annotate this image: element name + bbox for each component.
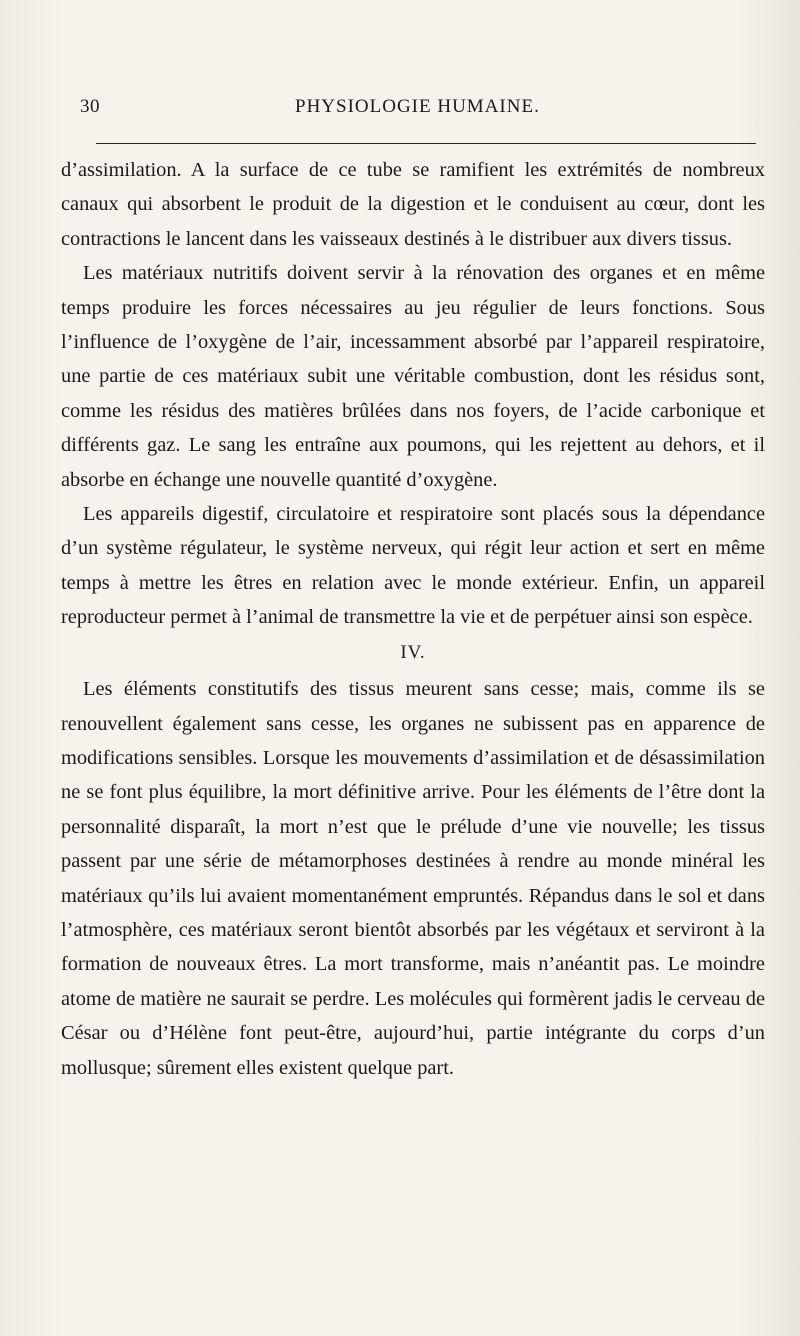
paragraph: Les appareils digestif, circulatoire et respiratoire sont placés sous la dépendance d’un système régulateur, le système nerveux, qui régit leur action et sert en même temps à mettre les êtres en relation avec le monde extérieur. Enfin, un appareil reproducteur permet à l’animal de transmettre la vie et de perpétuer ainsi son espèce.	[61, 503, 765, 629]
paragraph: Les éléments constitutifs des tissus meurent sans cesse; mais, comme ils se renouvellent également sans cesse, les organes ne subissent pas en apparence de modifications sensibles. Lorsque les mouvements d’assimilation et de désassimilation ne se font plus équilibre, la mort définitive arrive. Pour les éléments de l’être dont la personnalité disparaît, la mort n’est que le prélude d’une vie nouvelle; les tissus passent par une série de métamorphoses destinées à rendre au monde minéral les matériaux qu’ils lui avaient momentanément empruntés. Répandus dans le sol et dans l’atmosphère, ces matériaux seront bientôt absorbés par les végétaux et serviront à la formation de nouveaux êtres. La mort transforme, mais n’anéantit pas. Le moindre atome de matière ne saurait se perdre. Les molécules qui formèrent jadis le cerveau de César ou d’Hélène font peut-être, aujourd’hui, partie intégrante du corps d’un mollusque; sûrement elles existent quelque part.	[61, 678, 765, 1079]
page-header	[80, 96, 738, 126]
paragraph: d’assimilation. A la surface de ce tube se ramifient les extrémités de nombreux canaux qui absorbent le produit de la digestion et le conduisent au cœur, dont les contractions le lancent dans les vaisseaux destinés à le distribuer aux divers tissus.	[61, 159, 765, 250]
section-heading: IV.	[400, 641, 426, 663]
running-head: PHYSIOLOGIE HUMAINE.	[295, 96, 540, 117]
header-rule	[96, 143, 756, 144]
page-number: 30	[80, 96, 100, 117]
body-text	[61, 153, 765, 1085]
paragraph: Les matériaux nutritifs doivent servir à la rénovation des organes et en même temps produire les forces nécessaires au jeu régulier de leurs fonctions. Sous l’influence de l’oxygène de l’air, incessamment absorbé par l’appareil respiratoire, une partie de ces matériaux subit une véritable combustion, dont les résidus sont, comme les résidus des matières brûlées dans nos foyers, de l’acide carbonique et différents gaz. Le sang les entraîne aux poumons, qui les rejettent au dehors, et il absorbe en échange une nouvelle quantité d’oxygène.	[61, 262, 765, 491]
